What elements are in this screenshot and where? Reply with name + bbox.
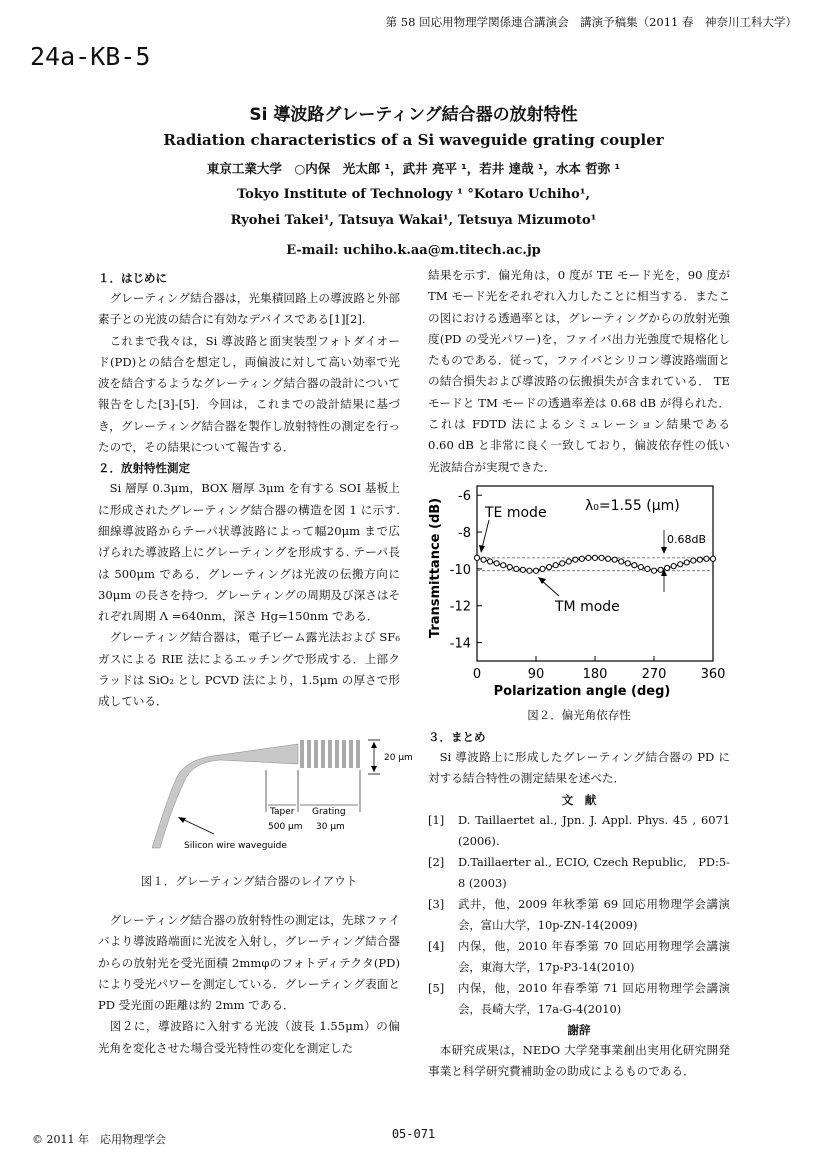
summary-paragraph: Si 導波路上に形成したグレーティング結合器の PD に対する結合特性の測定結果を述べた． <box>428 750 730 786</box>
intro-paragraph-1: グレーティング結合器は，光集積回路上の導波路と外部素子との光波の結合に有効なデバイスである[1][2]. <box>98 291 400 327</box>
figure-2-caption: 図２．偏光角依存性 <box>527 708 631 722</box>
data-point <box>481 557 486 562</box>
right-column-bottom <box>428 727 730 1082</box>
data-point <box>474 555 479 560</box>
reference-text: 武井，他，2009 年秋季第 69 回応用物理学会講演会，富山大学，10p-ZN-14(2009) <box>458 896 730 932</box>
data-point <box>678 562 683 567</box>
reference-text: 内保，他，2010 年春季第 70 回応用物理学会講演会，東海大学，17p-P3-14(2010) <box>458 938 730 974</box>
data-point <box>520 567 525 572</box>
measurement-paragraph-4: 図２に，導波路に入射する光波（波長 1.55μm）の偏光角を変化させた場合受光特性の変化を測定した <box>98 1019 400 1055</box>
fig1-grating-length: 30 μm <box>316 822 345 832</box>
authors-english: Ryohei Takei¹, Tatsuya Wakai¹, Tetsuya Mizumoto¹ <box>230 213 597 228</box>
y-tick-label: -8 <box>458 526 471 542</box>
summary-heading: ３．まとめ <box>428 730 486 744</box>
y-axis-label: Transmittance (dB) <box>428 497 443 639</box>
data-point <box>501 563 506 568</box>
reference-number: [3] <box>428 896 445 911</box>
measurement-heading: ２．放射特性測定 <box>98 461 190 476</box>
results-paragraph: 結果を示す．偏光角は，0 度が TE モード光を，90 度が TM モード光をそれぞれ入力したことに相当する．またこの図における透過率とは，グレーティングからの放射光強度(PD の受光パワー)を，ファイバ出力光強度で規格化したものである．従って，ファイバとシリコン導波路端面との結合損失および導波路の伝搬損失が含まれている． TE モードと TM モードの透過率差は 0.68 dB が得られた．これは FDTD 法によるシミュレーション結果である 0.60 dB と非常に良く一致しており，偏波依存性の低い光波結合が実現できた． <box>428 268 730 474</box>
x-axis-label: Polarization angle (deg) <box>493 684 671 699</box>
data-point <box>684 560 689 565</box>
data-point <box>704 556 709 561</box>
figure-2-chart <box>425 478 725 703</box>
fig1-taper-length: 500 μm <box>268 822 303 832</box>
y-tick-label: -6 <box>458 489 471 505</box>
data-point <box>645 566 650 571</box>
measurement-paragraph-3: グレーティング結合器の放射特性の測定は，先球ファイバより導波路端面に光波を入射し，グレーティング結合器からの放射光を受光面積 2mmφのフォトディテクタ(PD)により受光パワーを測定している．グレーティング表面と PD 受光面の距離は約 2mm である． <box>98 913 400 1013</box>
author-email: E-mail: uchiho.k.aa@m.titech.ac.jp <box>286 243 541 258</box>
te-mode-label: TE mode <box>485 505 547 521</box>
data-point <box>619 559 624 564</box>
left-column-top <box>98 268 400 713</box>
data-point <box>547 564 552 569</box>
fig1-grating-label: Grating <box>312 807 346 817</box>
references-heading: 文 献 <box>561 792 597 807</box>
reference-item <box>428 978 730 1020</box>
reference-item <box>428 852 730 894</box>
y-tick-label: -10 <box>449 562 471 578</box>
conference-header: 第 58 回応用物理学関係連合講演会 講演予稿集（2011 春 神奈川工科大学） <box>385 15 797 29</box>
figure-1-layout-diagram <box>140 730 430 860</box>
reference-list <box>428 810 730 1020</box>
reference-text: 内保，他，2010 年春季第 71 回応用物理学会講演会，長崎大学，17a-G-4(2010) <box>458 980 730 1016</box>
data-point <box>632 563 637 568</box>
data-point <box>586 555 591 560</box>
right-column-top <box>428 265 730 478</box>
x-tick-label: 360 <box>700 667 725 682</box>
figure-1-caption: 図１．グレーティング結合器のレイアウト <box>140 874 358 888</box>
data-point <box>527 568 532 573</box>
data-point <box>579 556 584 561</box>
reference-number: [2] <box>428 854 445 869</box>
reference-number: [4] <box>428 938 445 953</box>
left-column-bottom <box>98 910 400 1059</box>
measurement-paragraph-1: Si 層厚 0.3μm，BOX 層厚 3μm を有する SOI 基板上に形成されたグレーティング結合器の構造を図 1 に示す. 細線導波路からテーパ状導波路によって幅20μm まで広げられた導波路上にグレーティングを形成する. テーパ長は 500μm である．グレーティングは光波の伝搬方向に 30μm の長さを持つ．グレーティングの周期及び深さはそれぞれ周期 Λ =640nm，深さ Hg=150nm である． <box>98 481 401 624</box>
data-point <box>573 557 578 562</box>
data-point <box>566 559 571 564</box>
copyright: © 2011 年 応用物理学会 <box>32 1133 166 1146</box>
data-point <box>638 564 643 569</box>
fig1-wire-label: Silicon wire waveguide <box>184 841 287 851</box>
intro-paragraph-2: これまで我々は，Si 導波路と面実装型フォトダイオード(PD)との結合を想定し，両偏波に対して高い効率で光波を結合するようなグレーティング結合器の設計について報告をした[3]-[5]．今回は，これまでの設計結果に基づき，グレーティング結合器を製作し放射特性の測定を行ったので，その結果について報告する． <box>98 333 400 455</box>
y-tick-label: -12 <box>449 599 471 615</box>
data-point <box>691 558 696 563</box>
data-point <box>671 564 676 569</box>
data-point <box>488 559 493 564</box>
data-point <box>606 556 611 561</box>
tm-mode-label: TM mode <box>555 599 620 615</box>
x-tick-label: 90 <box>527 667 545 682</box>
reference-text: D.Taillaerter al., ECIO, Czech Republic, PD:5-8 (2003) <box>458 854 730 890</box>
fig1-taper-label: Taper <box>270 807 295 817</box>
intro-heading: １．はじめに <box>98 271 167 285</box>
data-point <box>665 565 670 570</box>
data-point <box>592 555 597 560</box>
data-point <box>612 557 617 562</box>
data-point <box>697 557 702 562</box>
x-tick-label: 180 <box>582 667 608 682</box>
acknowledgement-paragraph: 本研究成果は，NEDO 大学発事業創出実用化研究開発事業と科学研究費補助金の助成によるものである． <box>428 1042 730 1078</box>
data-point <box>507 564 512 569</box>
acknowledgement-heading: 謝辞 <box>567 1022 591 1037</box>
reference-text: D. Taillaertet al., Jpn. J. Appl. Phys. 45 , 6071 (2006). <box>458 812 730 848</box>
reference-number: [1] <box>428 812 445 827</box>
x-tick-label: 270 <box>641 667 667 682</box>
measurement-paragraph-2: グレーティング結合器は，電子ビーム露光法および SF₆ ガスによる RIE 法によるエッチングで形成する．上部クラッドは SiO₂ とし PCVD 法により，1.5μm の厚さで形成している． <box>98 630 400 709</box>
data-point <box>560 561 565 566</box>
data-point <box>533 568 538 573</box>
reference-item <box>428 810 730 852</box>
reference-item <box>428 936 730 978</box>
y-tick-label: -14 <box>449 636 471 652</box>
authors-japanese: 東京工業大学 ○内保 光太郎 ¹，武井 亮平 ¹，若井 達哉 ¹，水本 哲弥 ¹ <box>206 161 621 176</box>
data-point <box>710 556 715 561</box>
lambda-label: λ₀=1.55 (μm) <box>585 498 680 514</box>
data-point <box>625 561 630 566</box>
data-point <box>651 568 656 573</box>
data-point <box>658 567 663 572</box>
fig1-width-label: 20 μm <box>384 753 413 763</box>
title-english: Radiation characteristics of a Si waveguide grating coupler <box>163 131 664 149</box>
reference-number: [5] <box>428 980 445 995</box>
difference-label: 0.68dB <box>667 533 707 546</box>
paper-code: 24a-KB-5 <box>30 42 151 71</box>
reference-item <box>428 894 730 936</box>
affiliation-english: Tokyo Institute of Technology ¹ °Kotaro Uchiho¹, <box>236 187 591 202</box>
x-tick-label: 0 <box>472 667 482 682</box>
data-point <box>540 566 545 571</box>
data-point <box>599 555 604 560</box>
data-point <box>494 561 499 566</box>
title-japanese: Si 導波路グレーティング結合器の放射特性 <box>249 105 578 125</box>
data-point <box>553 563 558 568</box>
page-number: 05-071 <box>391 1127 436 1141</box>
data-point <box>514 566 519 571</box>
